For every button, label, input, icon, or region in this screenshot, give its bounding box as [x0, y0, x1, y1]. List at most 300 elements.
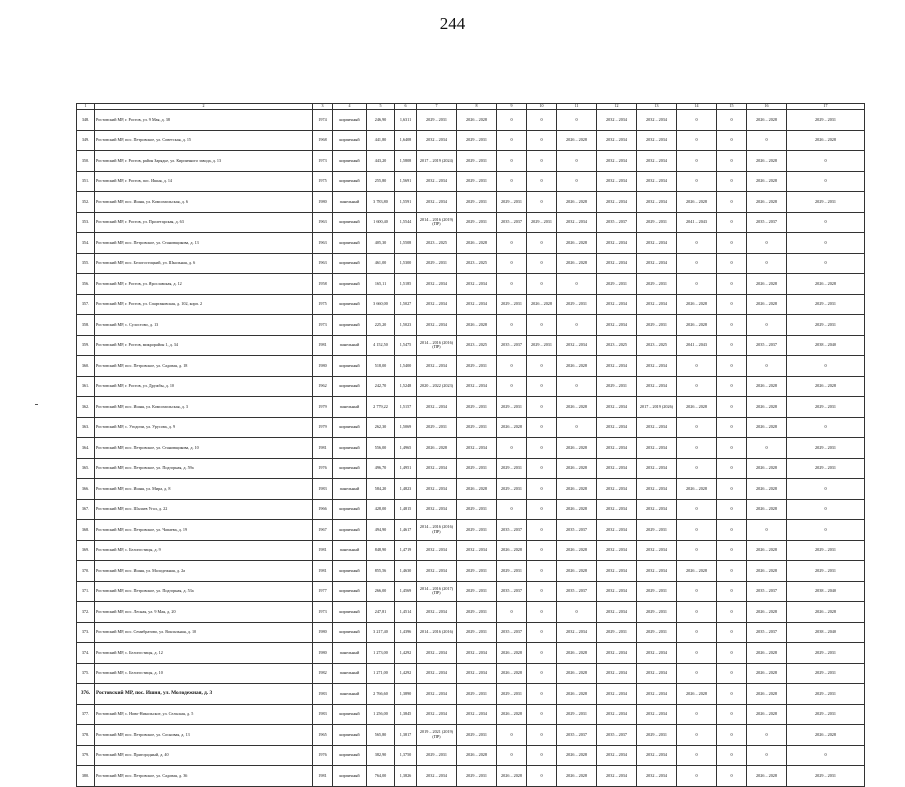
- address-cell: Ростовский МР, пос. Ишня, ул. Молодежная, д. 3: [95, 684, 313, 705]
- address-cell: Ростовский МР, пос. Петровское, ул. Садовая, д. 18: [95, 356, 313, 377]
- table-cell: 2032 – 2034: [597, 417, 637, 438]
- table-cell: панельный: [333, 540, 367, 561]
- table-cell: кирпичный: [333, 212, 367, 233]
- table-cell: 2035 – 2037: [747, 212, 787, 233]
- table-cell: 2032 – 2034: [597, 602, 637, 623]
- table-cell: 0: [787, 356, 865, 377]
- table-cell: 2029 – 2031: [787, 438, 865, 459]
- table-cell: 2026 – 2028: [747, 766, 787, 787]
- table-cell: 2026 – 2028: [497, 540, 527, 561]
- table-cell: 0: [677, 110, 717, 131]
- table-cell: 3 660,00: [367, 294, 395, 315]
- table-cell: 405,30: [367, 233, 395, 254]
- table-cell: 2032 – 2034: [597, 581, 637, 602]
- table-cell: 2029 – 2031: [457, 397, 497, 418]
- table-cell: 2026 – 2028: [787, 725, 865, 746]
- address-cell: Ростовский МР, пос. Ишня, ул. Молодежная, д. 2а: [95, 561, 313, 582]
- table-cell: 1,6311: [395, 110, 417, 131]
- table-cell: 2032 – 2034: [417, 643, 457, 664]
- table-cell: 0: [717, 130, 747, 151]
- table-cell: 1,5248: [395, 376, 417, 397]
- table-cell: 2035 – 2037: [557, 520, 597, 541]
- table-row: [77, 233, 865, 254]
- table-cell: 0: [527, 417, 557, 438]
- table-cell: 1,5027: [395, 294, 417, 315]
- table-cell: 1962: [313, 376, 333, 397]
- table-cell: 2029 – 2031: [417, 417, 457, 438]
- table-cell: 2026 – 2028: [747, 704, 787, 725]
- table-cell: 1973: [313, 315, 333, 336]
- row-number: 378.: [77, 725, 95, 746]
- table-cell: 0: [747, 745, 787, 766]
- table-cell: 0: [557, 376, 597, 397]
- row-number: 377.: [77, 704, 95, 725]
- table-cell: 2029 – 2031: [457, 192, 497, 213]
- table-cell: 2029 – 2031: [637, 212, 677, 233]
- table-cell: 2032 – 2034: [417, 663, 457, 684]
- table-cell: 2026 – 2028: [557, 130, 597, 151]
- table-cell: 2026 – 2028: [747, 151, 787, 172]
- table-cell: 0: [717, 192, 747, 213]
- row-number: 368.: [77, 520, 95, 541]
- table-cell: 0: [787, 520, 865, 541]
- table-cell: 2026 – 2028: [747, 294, 787, 315]
- row-number: 361.: [77, 376, 95, 397]
- row-number: 355.: [77, 253, 95, 274]
- table-cell: 2029 – 2031: [457, 766, 497, 787]
- address-cell: Ростовский МР, с. Белогостицы, д. 12: [95, 643, 313, 664]
- table-cell: 2026 – 2028: [557, 458, 597, 479]
- row-number: 366.: [77, 479, 95, 500]
- table-cell: 2029 – 2031: [637, 315, 677, 336]
- table-cell: 0: [677, 130, 717, 151]
- table-cell: 1982: [313, 663, 333, 684]
- table-cell: панельный: [333, 663, 367, 684]
- table-cell: 0: [677, 438, 717, 459]
- table-cell: 2019 – 2021 (2019) (ПР): [417, 725, 457, 746]
- table-cell: 2029 – 2031: [637, 581, 677, 602]
- table-cell: 2029 – 2031: [497, 397, 527, 418]
- table-cell: 0: [527, 233, 557, 254]
- table-cell: 2026 – 2028: [747, 684, 787, 705]
- address-cell: Ростовский МР, г. Ростов, микрорайон 1, д. 34: [95, 335, 313, 356]
- table-cell: 2032 – 2034: [637, 356, 677, 377]
- table-cell: 0: [527, 192, 557, 213]
- table-cell: 0: [717, 458, 747, 479]
- table-cell: 0: [527, 376, 557, 397]
- table-cell: 1 256,00: [367, 704, 395, 725]
- table-cell: 2026 – 2028: [557, 192, 597, 213]
- table-cell: 2026 – 2028: [677, 684, 717, 705]
- table-cell: 2032 – 2034: [417, 294, 457, 315]
- address-cell: Ростовский МР, с. Угодичи, ул. Урусова, д. 9: [95, 417, 313, 438]
- table-cell: 2032 – 2034: [597, 192, 637, 213]
- table-cell: 0: [717, 397, 747, 418]
- table-cell: 584,20: [367, 479, 395, 500]
- table-cell: 496,70: [367, 458, 395, 479]
- table-cell: 0: [747, 438, 787, 459]
- table-cell: 0: [677, 745, 717, 766]
- row-number: 358.: [77, 315, 95, 336]
- column-number: 5: [367, 104, 395, 110]
- address-cell: Ростовский МР, г. Ростов, ул. Ярославская, д. 12: [95, 274, 313, 295]
- table-cell: 0: [497, 171, 527, 192]
- table-cell: 2032 – 2034: [417, 397, 457, 418]
- table-cell: 2029 – 2031: [637, 520, 677, 541]
- table-cell: 0: [677, 274, 717, 295]
- table-cell: 2032 – 2034: [457, 274, 497, 295]
- table-cell: 2032 – 2034: [597, 151, 637, 172]
- table-cell: 2026 – 2028: [747, 376, 787, 397]
- table-cell: 0: [527, 540, 557, 561]
- address-cell: Ростовский МР, пос. Пригородный, д. 40: [95, 745, 313, 766]
- table-row: [77, 561, 865, 582]
- address-cell: Ростовский МР, с. Ново-Никольское, ул. Сельская, д. 5: [95, 704, 313, 725]
- table-cell: 1,5591: [395, 192, 417, 213]
- table-cell: 2032 – 2034: [597, 643, 637, 664]
- table-cell: 2035 – 2037: [497, 212, 527, 233]
- table-cell: кирпичный: [333, 581, 367, 602]
- page-number: 244: [439, 14, 466, 33]
- table-cell: кирпичный: [333, 315, 367, 336]
- table-cell: 2029 – 2031: [527, 212, 557, 233]
- table-row: [77, 745, 865, 766]
- table-cell: 0: [527, 663, 557, 684]
- row-number: 356.: [77, 274, 95, 295]
- table-cell: 2026 – 2028: [527, 294, 557, 315]
- table-cell: 2032 – 2034: [417, 684, 457, 705]
- table-cell: кирпичный: [333, 458, 367, 479]
- table-cell: 2032 – 2034: [557, 335, 597, 356]
- table-cell: панельный: [333, 479, 367, 500]
- table-cell: 0: [527, 520, 557, 541]
- row-number: 370.: [77, 561, 95, 582]
- table-cell: 2026 – 2028: [557, 356, 597, 377]
- table-cell: 0: [497, 499, 527, 520]
- table-row: [77, 704, 865, 725]
- table-cell: 0: [677, 233, 717, 254]
- table-cell: 2023 – 2025: [457, 253, 497, 274]
- address-cell: Ростовский МР, пос. Петровское, ул. Советская, д. 15: [95, 130, 313, 151]
- table-cell: 0: [717, 315, 747, 336]
- table-cell: 2029 – 2031: [497, 192, 527, 213]
- column-number: 7: [417, 104, 457, 110]
- table-cell: 1975: [313, 294, 333, 315]
- table-cell: 2026 – 2028: [557, 499, 597, 520]
- table-cell: 2029 – 2031: [637, 725, 677, 746]
- table-row: [77, 766, 865, 787]
- table-cell: панельный: [333, 684, 367, 705]
- table-cell: 2032 – 2034: [417, 192, 457, 213]
- table-cell: 0: [677, 581, 717, 602]
- table-cell: 1,5544: [395, 212, 417, 233]
- table-cell: 2026 – 2028: [747, 643, 787, 664]
- row-number: 376.: [77, 684, 95, 705]
- table-cell: 0: [717, 417, 747, 438]
- table-cell: 2026 – 2028: [417, 438, 457, 459]
- row-number: 359.: [77, 335, 95, 356]
- table-cell: 2029 – 2031: [457, 561, 497, 582]
- table-row: [77, 274, 865, 295]
- table-cell: 2041 – 2043: [677, 212, 717, 233]
- table-cell: 2029 – 2031: [597, 622, 637, 643]
- table-cell: 0: [717, 274, 747, 295]
- address-cell: Ростовский МР, пос. Шалаев Угол, д. 22: [95, 499, 313, 520]
- table-cell: 2032 – 2034: [637, 745, 677, 766]
- table-cell: 2029 – 2031: [787, 643, 865, 664]
- table-cell: 0: [527, 499, 557, 520]
- table-cell: кирпичный: [333, 602, 367, 623]
- table-cell: 0: [717, 376, 747, 397]
- table-row: [77, 684, 865, 705]
- table-cell: 1977: [313, 581, 333, 602]
- table-cell: 1958: [313, 274, 333, 295]
- table-cell: 0: [717, 581, 747, 602]
- table-cell: кирпичный: [333, 561, 367, 582]
- table-cell: 0: [717, 725, 747, 746]
- table-cell: 494,90: [367, 520, 395, 541]
- table-cell: 0: [717, 684, 747, 705]
- table-cell: 0: [677, 417, 717, 438]
- column-number: 8: [457, 104, 497, 110]
- table-cell: 2029 – 2031: [457, 130, 497, 151]
- table-cell: 2041 – 2043: [677, 335, 717, 356]
- row-number: 348.: [77, 110, 95, 131]
- table-cell: панельный: [333, 643, 367, 664]
- table-cell: 1974: [313, 110, 333, 131]
- table-cell: 0: [527, 745, 557, 766]
- table-cell: 0: [787, 151, 865, 172]
- table-cell: 1966: [313, 499, 333, 520]
- table-cell: 1,5300: [395, 253, 417, 274]
- table-row: [77, 356, 865, 377]
- table-cell: 2029 – 2031: [457, 520, 497, 541]
- table-cell: 0: [677, 171, 717, 192]
- table-cell: 2029 – 2031: [457, 684, 497, 705]
- table-cell: 2032 – 2034: [597, 294, 637, 315]
- row-number: 360.: [77, 356, 95, 377]
- table-cell: 0: [717, 171, 747, 192]
- table-cell: 0: [557, 110, 597, 131]
- table-cell: 2026 – 2028: [677, 561, 717, 582]
- row-number: 351.: [77, 171, 95, 192]
- table-cell: панельный: [333, 397, 367, 418]
- table-cell: 1968: [313, 130, 333, 151]
- table-cell: 0: [677, 499, 717, 520]
- table-cell: 0: [717, 499, 747, 520]
- table-cell: кирпичный: [333, 438, 367, 459]
- table-cell: 2026 – 2028: [557, 540, 597, 561]
- table-cell: 2026 – 2028: [787, 376, 865, 397]
- table-cell: 441,80: [367, 130, 395, 151]
- address-cell: Ростовский МР, г. Ростов, ул. Пролетарская, д. 63: [95, 212, 313, 233]
- table-cell: 2029 – 2031: [457, 212, 497, 233]
- table-cell: 2032 – 2034: [597, 315, 637, 336]
- table-cell: 2032 – 2034: [457, 704, 497, 725]
- table-cell: 0: [497, 130, 527, 151]
- table-cell: 2035 – 2037: [497, 622, 527, 643]
- table-cell: 0: [497, 356, 527, 377]
- table-cell: 2029 – 2031: [637, 602, 677, 623]
- table-row: [77, 212, 865, 233]
- row-number: 357.: [77, 294, 95, 315]
- column-number: 14: [677, 104, 717, 110]
- table-cell: 2014 – 2016 (2017) (ПР): [417, 581, 457, 602]
- table-row: [77, 581, 865, 602]
- row-number: 380.: [77, 766, 95, 787]
- table-cell: 1,5691: [395, 171, 417, 192]
- table-cell: 2026 – 2028: [747, 171, 787, 192]
- table-cell: 2035 – 2037: [557, 581, 597, 602]
- table-cell: 262,30: [367, 417, 395, 438]
- table-cell: кирпичный: [333, 499, 367, 520]
- table-cell: 2026 – 2028: [557, 233, 597, 254]
- table-cell: 2032 – 2034: [597, 663, 637, 684]
- table-cell: 255,80: [367, 171, 395, 192]
- table-cell: 2032 – 2034: [597, 745, 637, 766]
- table-cell: 0: [747, 315, 787, 336]
- table-row: [77, 130, 865, 151]
- address-cell: Ростовский МР, г. Ростов, ул. Спартаковская, д. 102, корп. 2: [95, 294, 313, 315]
- table-cell: 2023 – 2025: [597, 335, 637, 356]
- table-cell: 2014 – 2016 (2016) (ПР): [417, 520, 457, 541]
- table-cell: 0: [677, 151, 717, 172]
- table-cell: 2032 – 2034: [597, 458, 637, 479]
- table-cell: 2029 – 2031: [457, 499, 497, 520]
- table-cell: 0: [747, 233, 787, 254]
- table-cell: кирпичный: [333, 294, 367, 315]
- table-cell: кирпичный: [333, 233, 367, 254]
- address-cell: Ростовский МР, пос. Петровское, ул. Подгорная, д. 59а: [95, 458, 313, 479]
- table-cell: 0: [527, 725, 557, 746]
- table-cell: 1,4617: [395, 520, 417, 541]
- table-cell: 1980: [313, 643, 333, 664]
- table-cell: 2029 – 2031: [457, 602, 497, 623]
- table-cell: 0: [787, 479, 865, 500]
- table-cell: 0: [527, 171, 557, 192]
- table-cell: 2038 – 2040: [787, 335, 865, 356]
- table-cell: 2032 – 2034: [417, 130, 457, 151]
- table-cell: 2029 – 2031: [787, 663, 865, 684]
- row-number: 349.: [77, 130, 95, 151]
- table-cell: 2035 – 2037: [597, 212, 637, 233]
- table-cell: 0: [717, 233, 747, 254]
- column-number: 11: [557, 104, 597, 110]
- table-cell: 2032 – 2034: [457, 643, 497, 664]
- table-cell: 0: [527, 151, 557, 172]
- address-cell: Ростовский МР, пос. Петровское, ул. Чапаева, д. 19: [95, 520, 313, 541]
- table-cell: 0: [527, 110, 557, 131]
- table-cell: 2032 – 2034: [637, 684, 677, 705]
- column-number: 16: [747, 104, 787, 110]
- table-cell: 2029 – 2031: [457, 725, 497, 746]
- table-cell: 2032 – 2034: [597, 520, 637, 541]
- table-cell: 2032 – 2034: [597, 561, 637, 582]
- table-cell: 1,5508: [395, 233, 417, 254]
- table-cell: 2029 – 2031: [497, 458, 527, 479]
- table-cell: 0: [527, 458, 557, 479]
- table-cell: 2026 – 2028: [497, 766, 527, 787]
- table-row: [77, 294, 865, 315]
- table-cell: 2032 – 2034: [637, 704, 677, 725]
- address-cell: Ростовский МР, г. Ростов, ул. 9 Мая, д. 38: [95, 110, 313, 131]
- table-cell: 2032 – 2034: [637, 417, 677, 438]
- table-cell: 0: [677, 520, 717, 541]
- table-cell: кирпичный: [333, 171, 367, 192]
- table-cell: 0: [527, 130, 557, 151]
- table-cell: 2026 – 2028: [557, 397, 597, 418]
- table-cell: 2032 – 2034: [597, 356, 637, 377]
- table-cell: 1,4569: [395, 581, 417, 602]
- table-cell: 0: [717, 479, 747, 500]
- table-cell: 2026 – 2028: [557, 684, 597, 705]
- table-cell: 2014 – 2016 (2019) (ПР): [417, 212, 457, 233]
- table-cell: 382,90: [367, 745, 395, 766]
- column-number: 9: [497, 104, 527, 110]
- table-cell: 2029 – 2031: [457, 171, 497, 192]
- table-cell: 1981: [313, 540, 333, 561]
- table-cell: 0: [527, 438, 557, 459]
- table-cell: 2026 – 2028: [747, 110, 787, 131]
- table-cell: 2023 – 2025: [417, 233, 457, 254]
- table-cell: 2029 – 2031: [787, 294, 865, 315]
- table-cell: 2032 – 2034: [457, 376, 497, 397]
- address-cell: Ростовский МР, с. Сулостово, д. 13: [95, 315, 313, 336]
- row-number: 371.: [77, 581, 95, 602]
- table-cell: 0: [527, 602, 557, 623]
- table-row: [77, 397, 865, 418]
- table-cell: 461,00: [367, 253, 395, 274]
- table-cell: 443,20: [367, 151, 395, 172]
- table-cell: 2026 – 2028: [557, 643, 597, 664]
- table-cell: 2035 – 2037: [497, 520, 527, 541]
- row-number: 362.: [77, 397, 95, 418]
- table-cell: 0: [527, 766, 557, 787]
- address-cell: Ростовский МР, пос. Белогостицкий, ул. Школьная, д. 6: [95, 253, 313, 274]
- table-cell: 0: [497, 274, 527, 295]
- table-cell: 2026 – 2028: [497, 663, 527, 684]
- table-cell: 0: [717, 151, 747, 172]
- table-cell: 1,4292: [395, 663, 417, 684]
- table-cell: 0: [787, 417, 865, 438]
- table-cell: 2026 – 2028: [747, 417, 787, 438]
- table-cell: 0: [557, 151, 597, 172]
- table-cell: 2029 – 2031: [637, 622, 677, 643]
- table-cell: 0: [527, 397, 557, 418]
- table-cell: 2029 – 2031: [557, 294, 597, 315]
- table-row: [77, 315, 865, 336]
- table-cell: 2029 – 2031: [457, 356, 497, 377]
- table-cell: 1,3826: [395, 766, 417, 787]
- table-cell: 764,00: [367, 766, 395, 787]
- row-number: 363.: [77, 417, 95, 438]
- table-cell: 2026 – 2028: [557, 745, 597, 766]
- table-cell: 0: [497, 233, 527, 254]
- table-cell: 246,90: [367, 110, 395, 131]
- table-cell: 2026 – 2028: [787, 602, 865, 623]
- table-cell: 1,5808: [395, 151, 417, 172]
- address-cell: Ростовский МР, пос. Петровское, ул. Садовая, д. 36: [95, 766, 313, 787]
- table-cell: 0: [527, 561, 557, 582]
- table-cell: 0: [717, 745, 747, 766]
- table-cell: 2035 – 2037: [747, 581, 787, 602]
- table-cell: 2026 – 2028: [747, 663, 787, 684]
- row-number: 374.: [77, 643, 95, 664]
- address-cell: Ростовский МР, пос. Петровское, ул. Сосновая, д. 13: [95, 725, 313, 746]
- table-cell: 3 783,80: [367, 192, 395, 213]
- table-cell: 0: [787, 233, 865, 254]
- table-cell: 0: [717, 622, 747, 643]
